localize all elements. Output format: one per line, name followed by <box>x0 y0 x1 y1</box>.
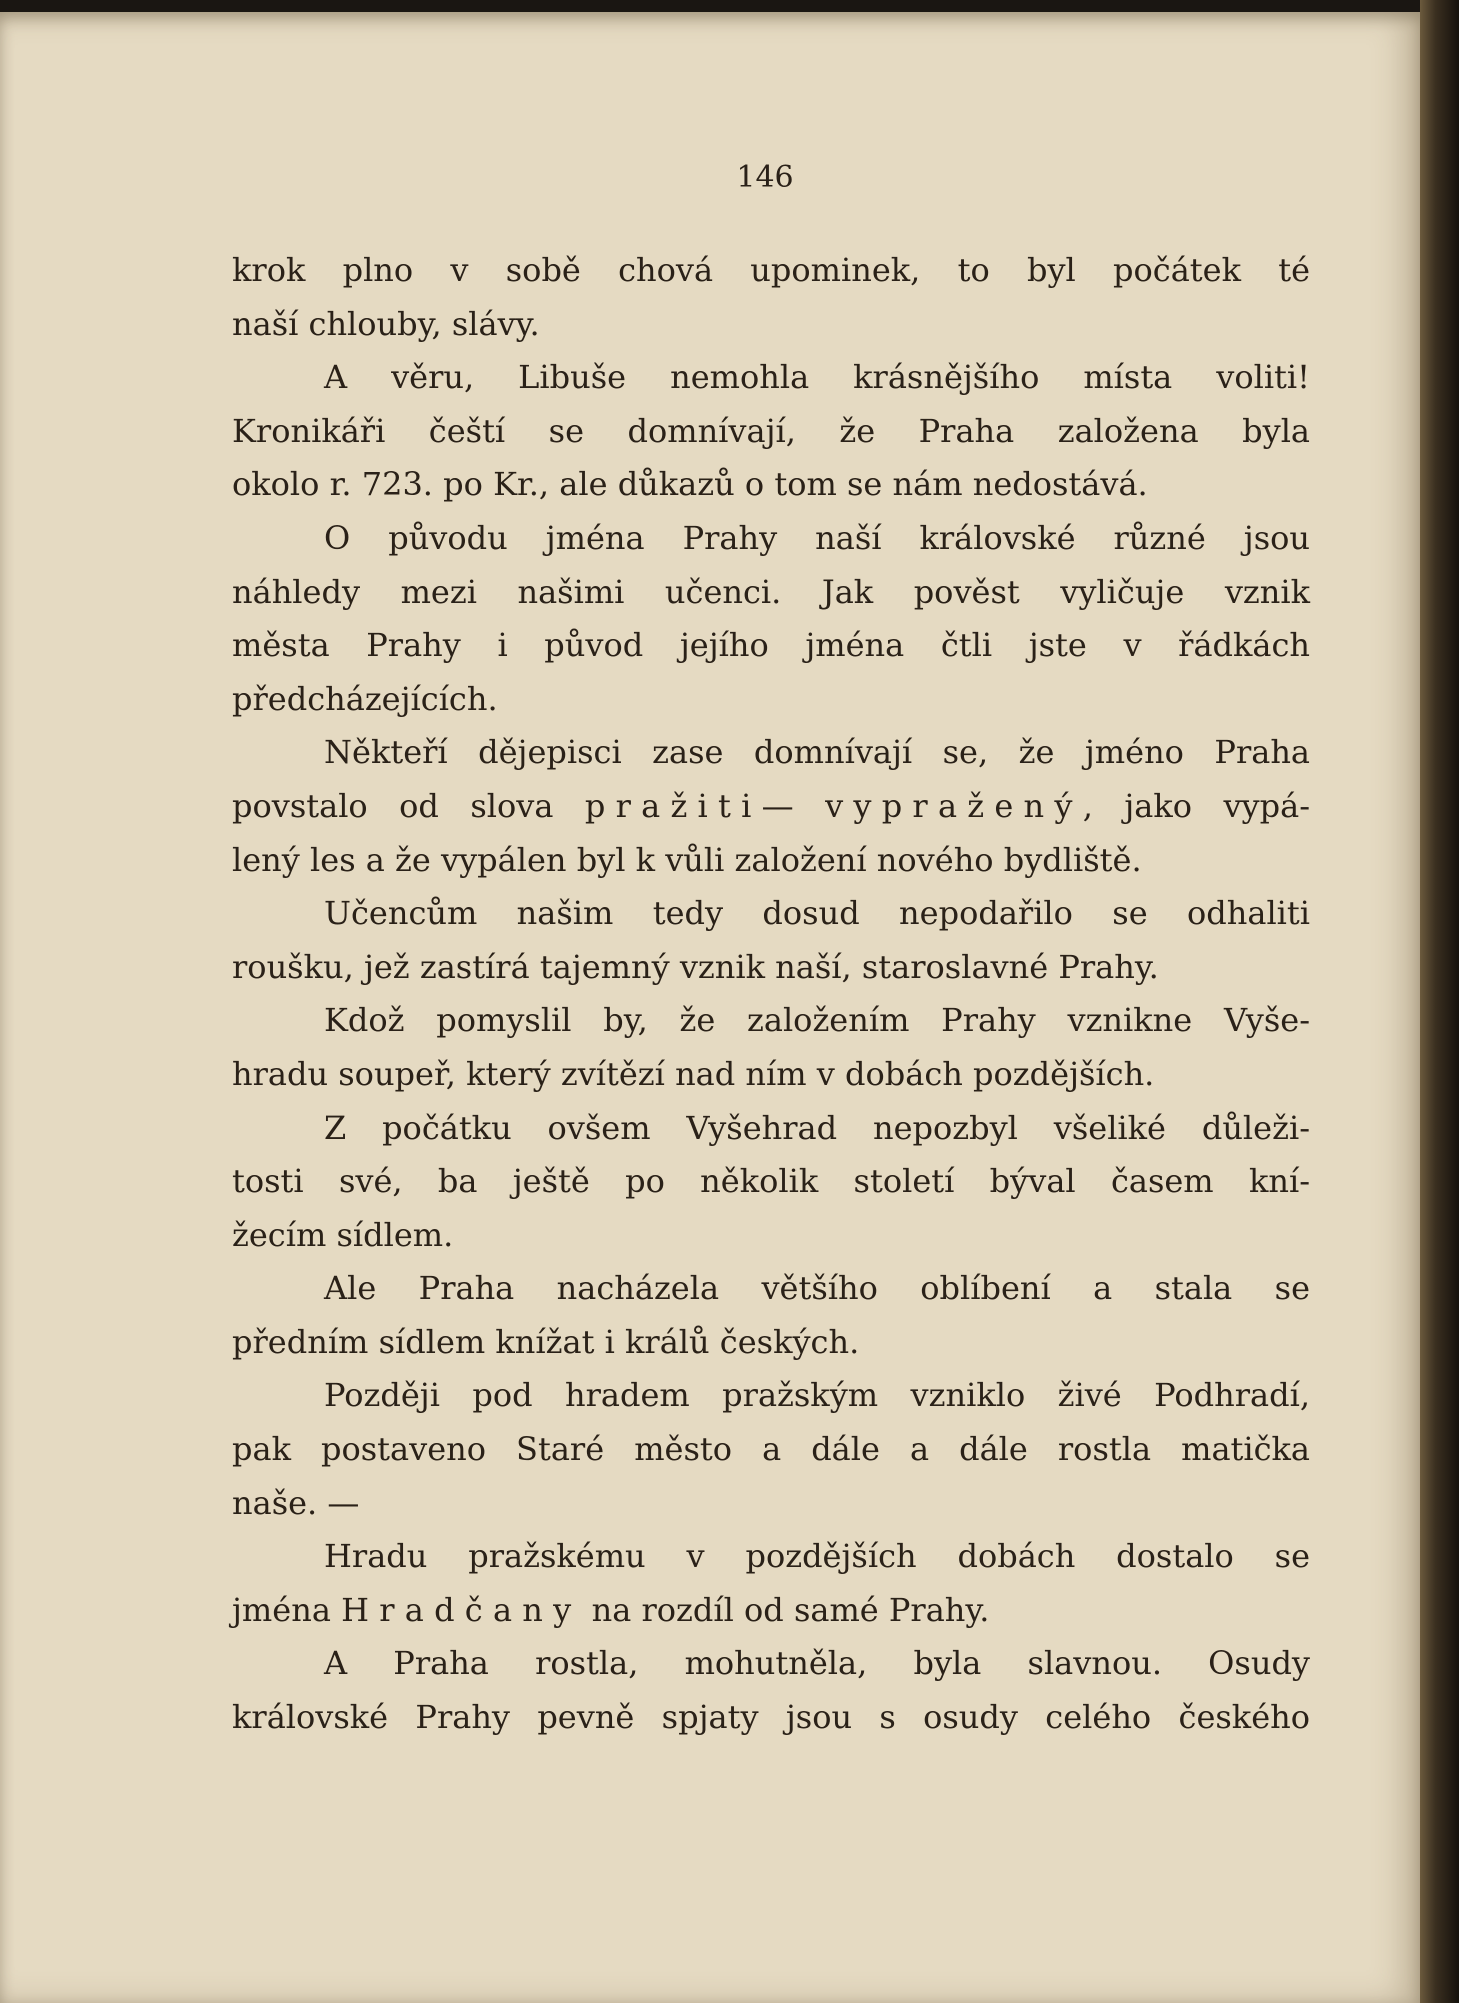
text-segment: jména <box>232 1590 342 1629</box>
text-line: Z počátku ovšem Vyšehrad nepozbyl všeliké důleži- <box>324 1108 1310 1147</box>
book-page <box>0 12 1420 2003</box>
text-line: Učencům našim tedy dosud nepodařilo se odhaliti <box>324 894 1310 933</box>
text-line: Kronikáři čeští se domnívají, že Praha založena byla <box>232 411 1310 450</box>
spaced-emphasis: Hradčany <box>341 1590 582 1629</box>
book-gutter <box>1420 0 1459 2003</box>
page-number: 146 <box>736 160 794 195</box>
text-segment: na rozdíl od samé Prahy. <box>581 1590 990 1629</box>
text-line: Někteří dějepisci zase domnívají se, že jméno Praha <box>324 733 1310 772</box>
text-line: města Prahy i původ jejího jména čtli jste v řádkách <box>232 626 1310 665</box>
spaced-emphasis: vypražený <box>825 786 1083 825</box>
text-line: lený les a že vypálen byl k vůli založení nového bydliště. <box>232 840 1142 879</box>
text-line: roušku, jež zastírá tajemný vznik naší, staroslavné Prahy. <box>232 947 1159 986</box>
body-text <box>232 244 1310 1745</box>
text-line: krok plno v sobě chová upominek, to byl počátek té <box>232 251 1310 289</box>
text-line: předním sídlem knížat i králů českých. <box>232 1322 860 1361</box>
text-line: A Praha rostla, mohutněla, byla slavnou. Osudy <box>324 1644 1310 1683</box>
text-line: náhledy mezi našimi učenci. Jak pověst vyličuje vznik <box>232 572 1310 611</box>
text-line: Hradu pražskému v pozdějších dobách dostalo se <box>324 1537 1310 1576</box>
text-line: pak postaveno Staré město a dále a dále rostla matička <box>232 1430 1310 1469</box>
text-line: O původu jména Prahy naší královské různé jsou <box>324 518 1310 557</box>
text-segment: — <box>761 786 826 825</box>
text-line: hradu soupeř, který zvítězí nad ním v dobách pozdějších. <box>232 1054 1155 1093</box>
text-line: předcházejících. <box>232 679 498 718</box>
text-line: tosti své, ba ještě po několik století býval časem kní- <box>232 1162 1310 1201</box>
text-line: naší chlouby, slávy. <box>232 304 540 343</box>
text-line: Později pod hradem pražským vzniklo živé Podhradí, <box>324 1376 1310 1415</box>
text-line: naše. — <box>232 1483 360 1522</box>
text-line: Ale Praha nacházela většího oblíbení a stala se <box>324 1269 1310 1308</box>
text-segment: , jako vypá- <box>1082 786 1310 825</box>
text-line: královské Prahy pevně spjaty jsou s osudy celého českého <box>232 1698 1310 1737</box>
text-segment: povstalo od slova <box>232 786 585 825</box>
text-line <box>232 1584 1310 1638</box>
text-line <box>232 780 1310 834</box>
text-line: žecím sídlem. <box>232 1215 454 1254</box>
text-line: okolo r. 723. po Kr., ale důkazů o tom se nám nedostává. <box>232 465 1148 504</box>
text-line: Kdož pomyslil by, že založením Prahy vznikne Vyše- <box>324 1001 1310 1040</box>
spaced-emphasis: pražiti <box>584 786 762 825</box>
text-line: A věru, Libuše nemohla krásnějšího místa voliti! <box>324 358 1310 397</box>
